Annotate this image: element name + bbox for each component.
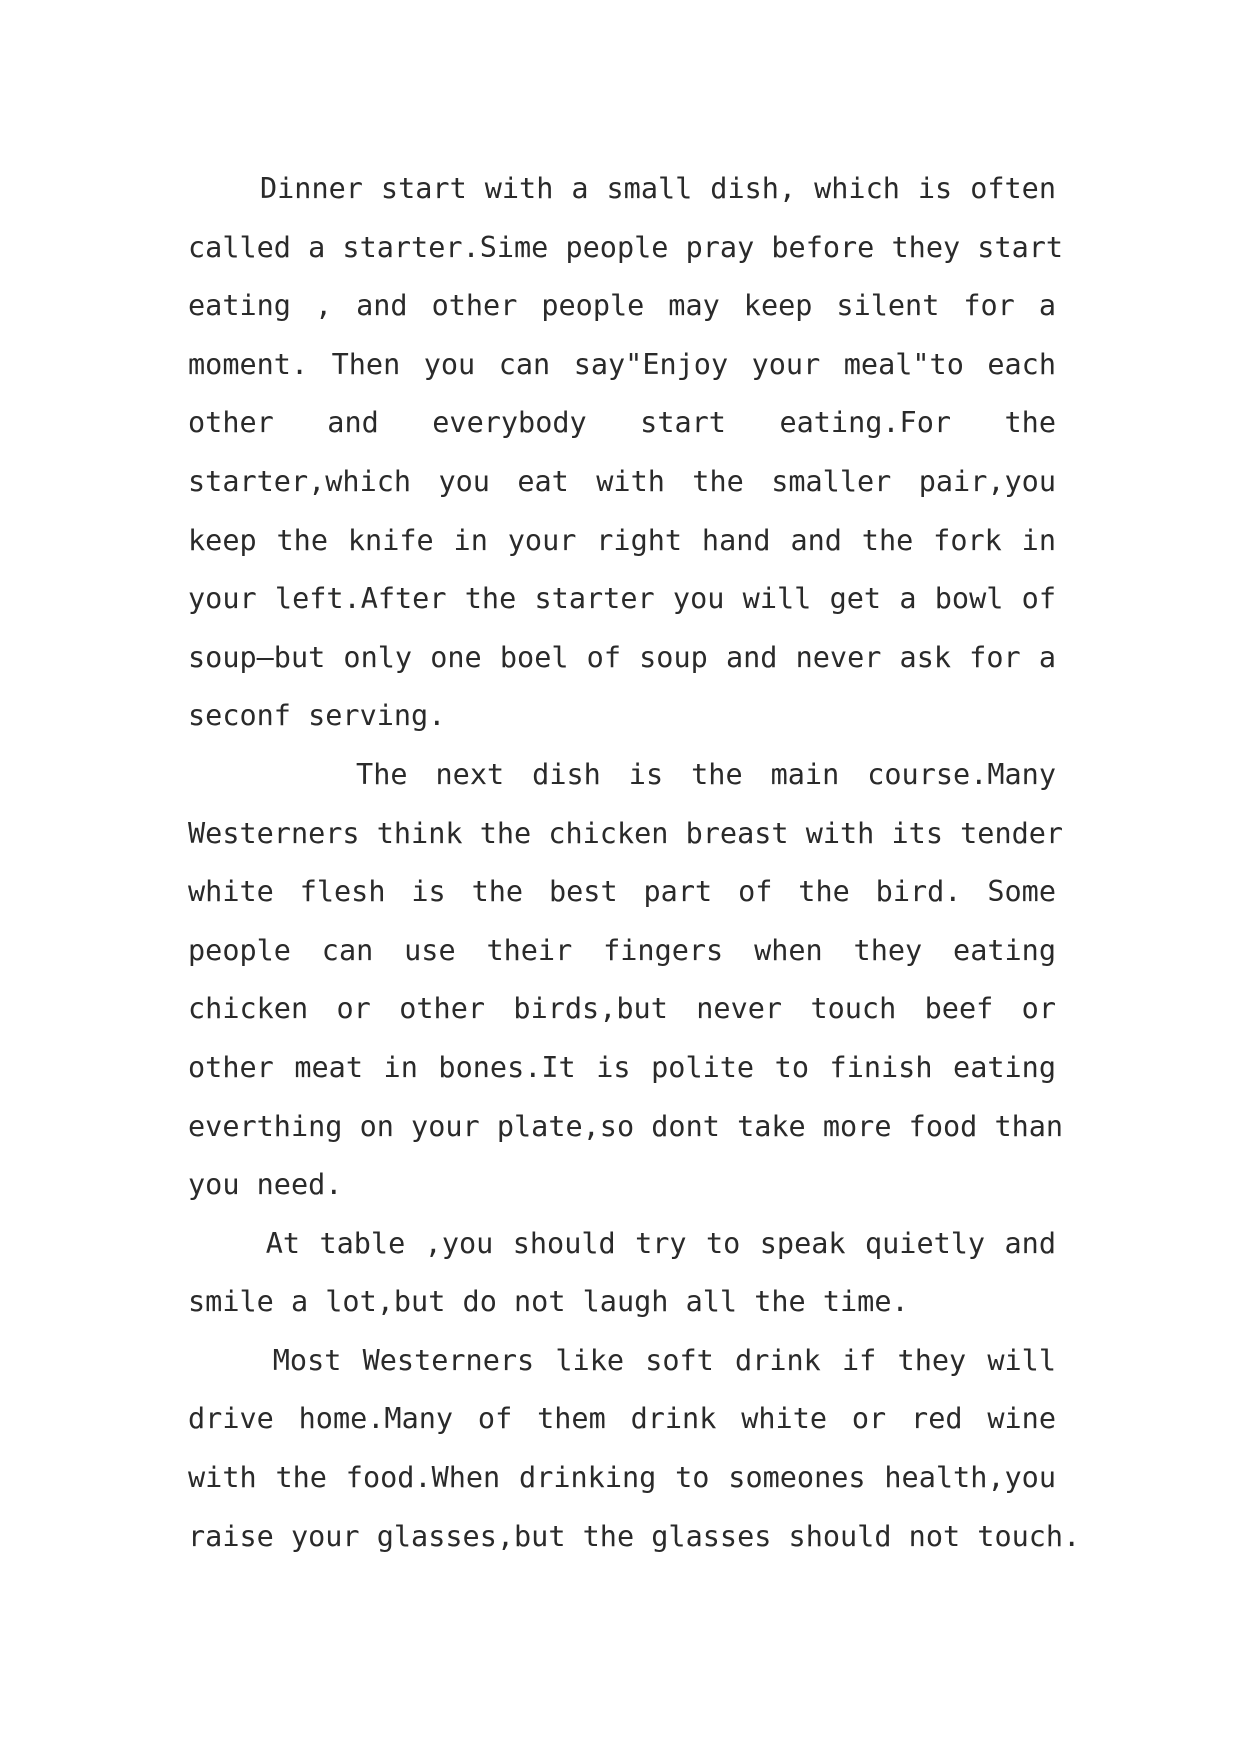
text-line: Dinner start with a small dish, which is often [188,172,1056,205]
text-line: drive home.Many of them drink white or red wine [188,1402,1056,1436]
text-line: The next dish is the main course.Many [188,757,1056,791]
text-line: raise your glasses,but the glasses should not touch. [188,1519,1081,1553]
text-line: chicken or other birds,but never touch beef or [188,992,1056,1026]
text-line: with the food.When drinking to someones health,you [188,1461,1056,1495]
text-line: starter,which you eat with the smaller pair,you [188,464,1056,498]
text-line: Most Westerners like soft drink if they will [188,1343,1056,1377]
text-line: Westerners think the chicken breast with its tender [188,816,1064,850]
text-line: other meat in bones.It is polite to finish eating [188,1050,1056,1084]
text-line: moment. Then you can say"Enjoy your meal"to each [188,347,1056,381]
text-line: seconf serving. [188,699,446,733]
text-line: called a starter.Sime people pray before they start [188,230,1064,264]
document-body [188,160,1081,1566]
text-line: eating , and other people may keep silent for a [188,289,1056,323]
text-line: white flesh is the best part of the bird. Some [188,875,1056,909]
text-line: your left.After the starter you will get a bowl of [188,582,1056,616]
text-line: people can use their fingers when they eating [188,933,1056,967]
text-line: soup—but only one boel of soup and never ask for a [188,640,1056,674]
text-line: other and everybody start eating.For the [188,406,1056,440]
text-line: everthing on your plate,so dont take more food than [188,1109,1064,1143]
text-line: keep the knife in your right hand and the fork in [188,523,1056,557]
text-line: you need. [188,1168,343,1202]
text-line: smile a lot,but do not laugh all the time. [188,1285,909,1319]
text-line: At table ,you should try to speak quietly and [188,1226,1056,1260]
